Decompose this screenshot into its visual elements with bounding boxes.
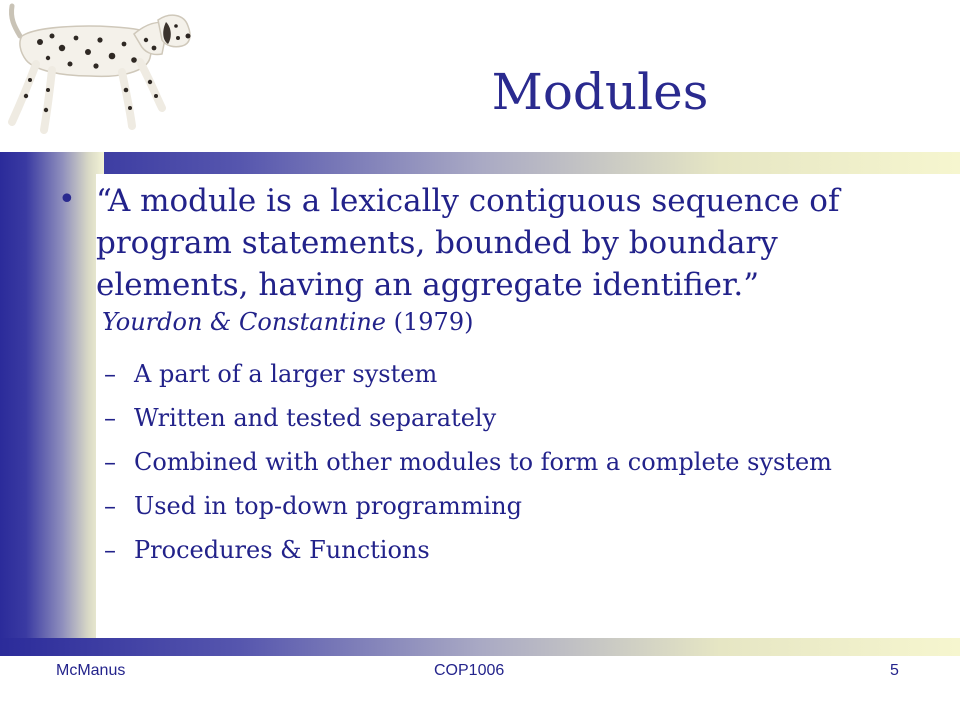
list-item — [104, 358, 904, 390]
quote-author: Yourdon & Constantine — [102, 308, 387, 336]
list-item-text: Combined with other modules to form a complete system — [134, 448, 832, 476]
top-gradient-bar — [0, 152, 960, 174]
list-item — [104, 446, 904, 478]
list-item-text: Procedures & Functions — [134, 536, 430, 564]
quote-year: (1979) — [393, 308, 474, 336]
dash-icon: – — [104, 536, 116, 564]
quote-text: “A module is a lexically contiguous sequence of program statements, bounded by boundary elements, having an aggregate identifier.” — [96, 183, 840, 303]
list-item — [104, 402, 904, 434]
dash-icon: – — [104, 492, 116, 520]
bullet-point-icon: • — [58, 182, 76, 217]
list-item — [104, 534, 904, 566]
dash-icon: – — [104, 360, 116, 388]
dash-icon: – — [104, 404, 116, 432]
footer-author: McManus — [56, 662, 126, 679]
slide-title: Modules — [491, 63, 709, 121]
list-item-text: Written and tested separately — [134, 404, 497, 432]
footer-course-code: COP1006 — [434, 662, 505, 679]
dash-icon: – — [104, 448, 116, 476]
quote-bullet — [58, 180, 898, 338]
list-item-text: Used in top-down programming — [134, 492, 522, 520]
list-item — [104, 490, 904, 522]
bottom-gradient-bar — [0, 638, 960, 656]
slide-number: 5 — [890, 662, 899, 679]
list-item-text: A part of a larger system — [134, 360, 438, 388]
sub-bullet-list — [104, 358, 904, 578]
quote-attribution — [102, 306, 898, 338]
dalmatian-dog-illustration — [0, 0, 200, 140]
